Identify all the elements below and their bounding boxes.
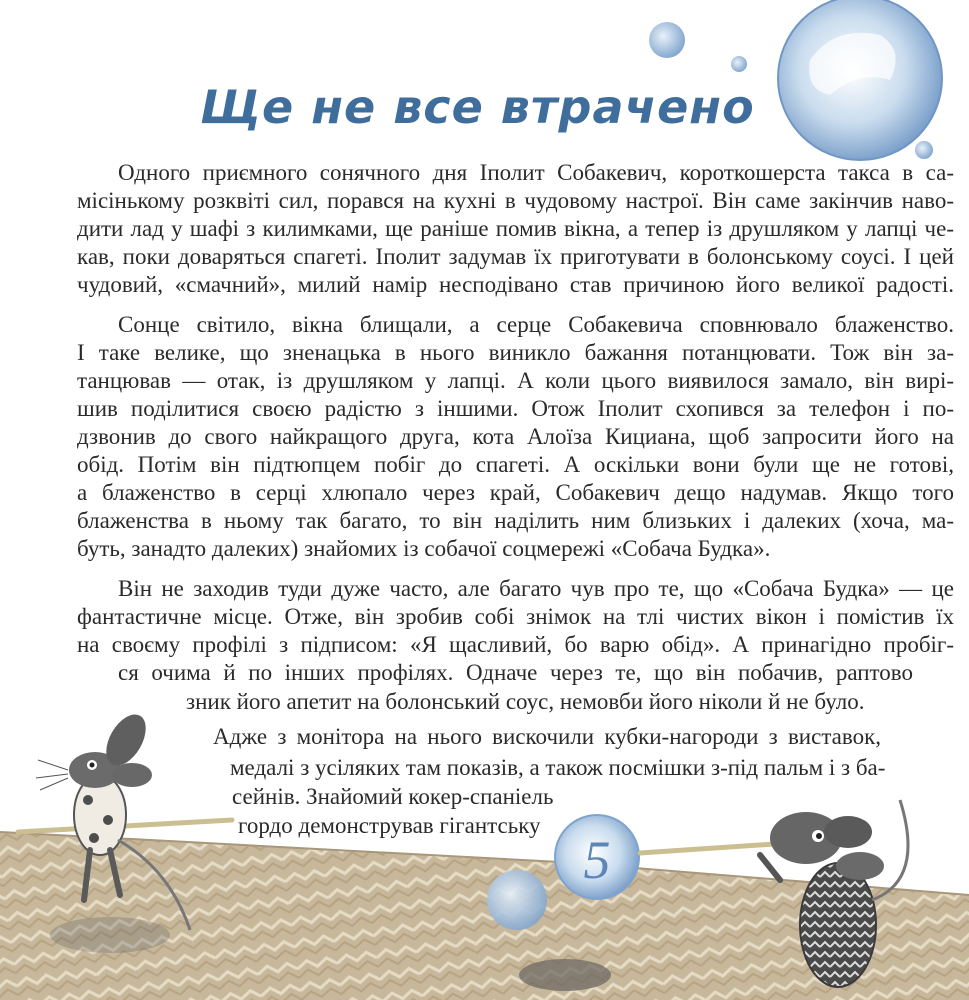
bubble-small-3	[915, 141, 933, 159]
text-line: Сонце світило, вікна блищали, а серце Собакевича сповнювало блаженство.	[118, 312, 954, 337]
text-line: Одного приємного сонячного дня Іполит Собакевич, короткошерста такса в са-	[118, 160, 954, 185]
text-line: дити лад у шафі з килимками, ще раніше помив вікна, а тепер із друшляком у лапці че-	[77, 216, 954, 241]
bubble-small-4	[487, 870, 547, 930]
bubble-large	[778, 0, 942, 160]
page-number-bubble	[555, 815, 639, 899]
text-line: блаженства в ньому так багато, то він наділить ним близьких і далеких (хоча, ма-	[77, 508, 954, 533]
text-line: обід. Потім він підтюпцем побіг до спагеті. А оскільки вони були ще не готові,	[77, 452, 954, 477]
text-line: фантастичне місце. Отже, він зробив собі знімок на тлі чистих вікон і помістив їх	[77, 604, 954, 629]
text-line: І таке велике, що зненацька в нього виникло бажання потанцювати. Тож він за-	[77, 340, 954, 365]
text-line: місінькому розквіті сил, порався на кухні в чудовому настрої. Він саме закінчив наво-	[77, 188, 954, 213]
text-line: чудовий, «смачний», милий намір несподівано став причиною його великої радості.	[77, 272, 954, 297]
bubble-small-1	[649, 22, 685, 58]
text-line: буть, занадто далеких) знайомих із собачої соцмережі «Собача Будка».	[77, 536, 771, 561]
text-line: Адже з монітора на нього вискочили кубки-нагороди з виставок,	[213, 724, 881, 749]
text-line: шив поділитися своєю радістю з іншими. Отож Іполит схопився за телефон і по-	[77, 396, 954, 421]
text-line: дзвонив до свого найкращого друга, кота Алоїза Кициана, щоб запросити його на	[77, 424, 954, 449]
text-line: Він не заходив туди дуже часто, але багато чув про те, що «Собача Будка» — це	[118, 576, 954, 601]
chapter-title: Ще не все втрачено	[200, 80, 755, 134]
bubble-small-2	[731, 56, 747, 72]
page-number: 5	[583, 830, 611, 890]
text-line: танцював — отак, із друшляком у лапці. А коли цього виявилося замало, він вирі-	[77, 368, 954, 393]
text-line: медалі з усіляких там показів, а також посмішки з-під пальм і з ба-	[230, 755, 886, 780]
text-line: на своєму профілі з підписом: «Я щасливий, бо варю обід». А принагідно пробіг-	[77, 632, 954, 657]
text-line: ся очима й по інших профілях. Одначе через те, що він побачив, раптово	[118, 660, 913, 685]
text-line: гордо демонстрував гігантську	[238, 813, 541, 838]
text-line: кав, поки доваряться спагеті. Іполит задумав їх приготувати в болонському соусі. І цей	[77, 244, 954, 269]
text-line: а блаженство в серці хлюпало через край, Собакевич дещо надумав. Якщо того	[77, 480, 954, 505]
text-line: сейнів. Знайомий кокер-спаніель	[232, 784, 554, 809]
text-line: зник його апетит на болонський соус, немовби його ніколи й не було.	[186, 689, 865, 714]
